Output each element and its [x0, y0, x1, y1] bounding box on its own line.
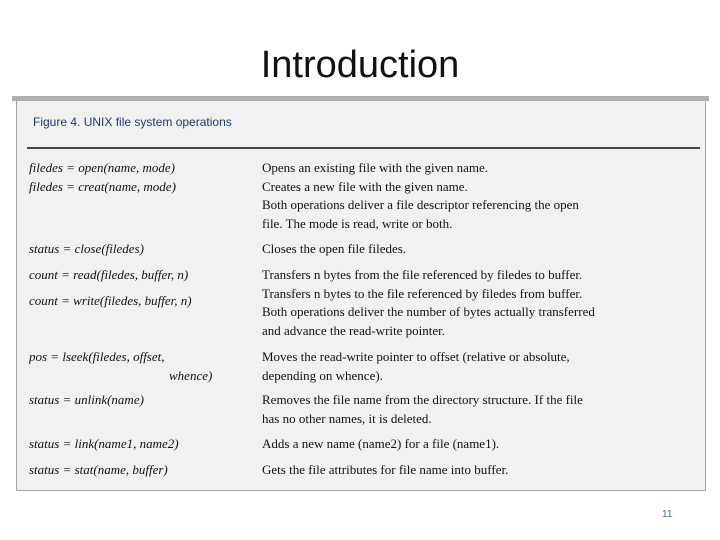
- description-line: Closes the open file filedes.: [262, 241, 407, 256]
- description-cell: [262, 240, 692, 259]
- description-line: Transfers n bytes from the file referenced by filedes to buffer.: [262, 267, 583, 282]
- operation-line: filedes = open(name, mode): [29, 160, 175, 175]
- caption-rule: [27, 147, 700, 149]
- page-number: 11: [662, 509, 673, 520]
- description-cell: [262, 391, 692, 428]
- description-line: Creates a new file with the given name.: [262, 178, 468, 194]
- figure-caption: Figure 4. UNIX file system operations: [33, 115, 232, 129]
- description-cell: [262, 348, 692, 385]
- operation-line: status = link(name1, name2): [29, 436, 179, 451]
- description-line: Moves the read-write pointer to offset (relative or absolute,: [262, 349, 570, 364]
- description-line: Both operations deliver the number of bytes actually transferred: [262, 304, 595, 319]
- description-line: depending on whence).: [262, 367, 383, 383]
- description-line: Opens an existing file with the given name.: [262, 160, 489, 175]
- description-line: Removes the file name from the directory structure. If the file: [262, 392, 583, 407]
- slide-title: Introduction: [260, 44, 460, 86]
- operation-line: count = write(filedes, buffer, n): [29, 292, 192, 308]
- operation-cell: [29, 159, 249, 196]
- operation-line: filedes = creat(name, mode): [29, 178, 176, 194]
- operation-cell: [29, 240, 249, 259]
- description-cell: [262, 461, 692, 480]
- operation-line: pos = lseek(filedes, offset,: [29, 349, 165, 364]
- operation-cell: [29, 266, 249, 310]
- operation-cell: [29, 435, 249, 454]
- operation-line: status = close(filedes): [29, 241, 144, 256]
- description-line: Both operations deliver a file descriptor referencing the open: [262, 197, 579, 212]
- operation-cell: [29, 461, 249, 480]
- description-line: and advance the read-write pointer.: [262, 322, 445, 338]
- operation-cell: [29, 348, 249, 385]
- operation-line: status = unlink(name): [29, 392, 144, 407]
- operation-line: status = stat(name, buffer): [29, 462, 168, 477]
- description-cell: [262, 435, 692, 454]
- description-line: Gets the file attributes for file name into buffer.: [262, 462, 509, 477]
- description-line: has no other names, it is deleted.: [262, 410, 432, 426]
- figure-panel: [16, 101, 706, 491]
- description-line: file. The mode is read, write or both.: [262, 215, 453, 231]
- description-line: Transfers n bytes to the file referenced by filedes from buffer.: [262, 285, 583, 301]
- operation-cell: [29, 391, 249, 410]
- description-line: Adds a new name (name2) for a file (name1).: [262, 436, 500, 451]
- operation-line: count = read(filedes, buffer, n): [29, 267, 189, 282]
- description-cell: [262, 266, 692, 340]
- operation-line: whence): [169, 367, 213, 383]
- description-cell: [262, 159, 692, 233]
